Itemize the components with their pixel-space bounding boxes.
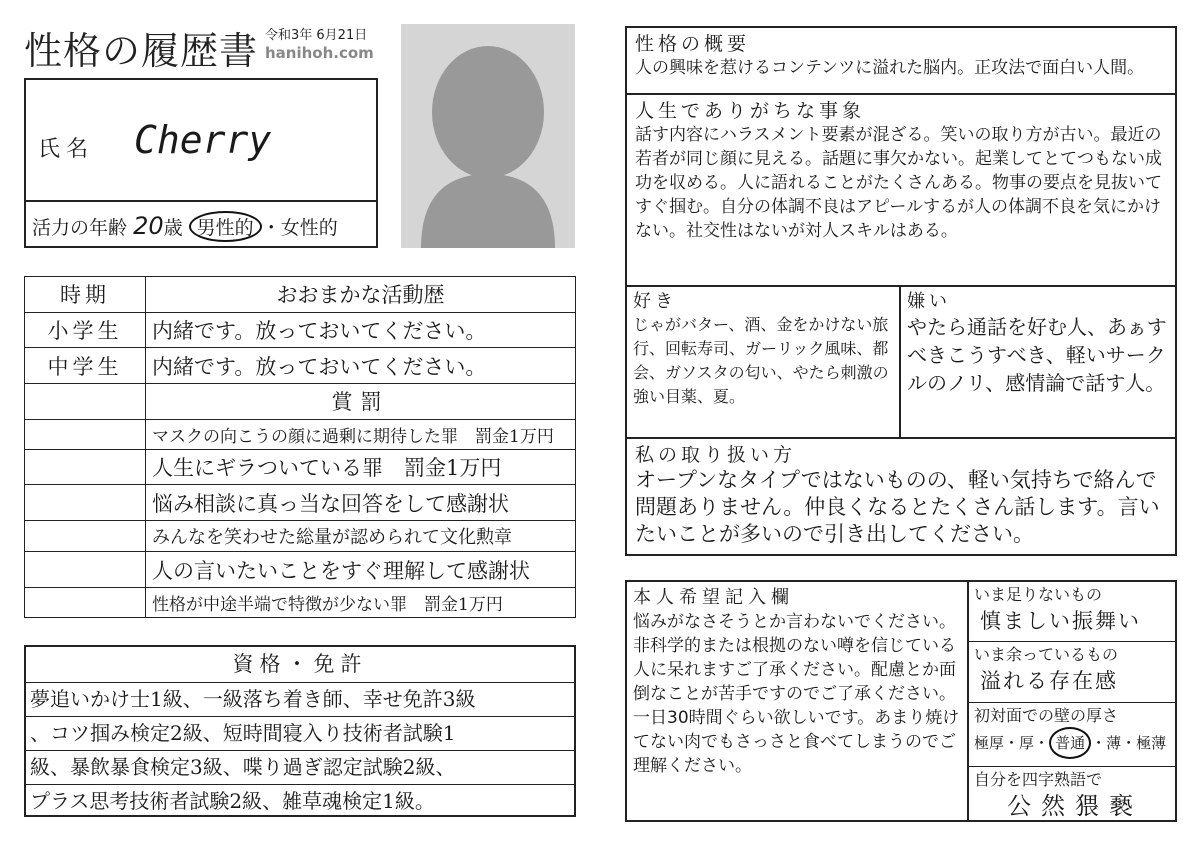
history-table bbox=[24, 276, 576, 618]
qualification-line: プラス思考技術者試験2級、雑草魂検定1級。 bbox=[30, 789, 435, 813]
events-text: 話す内容にハラスメント要素が混ざる。笑いの取り方が古い。最近の若者が同じ顔に見える。話題に事欠かない。起業してとてつもない成功を収める。人に語れることがたくさんある。物事の要点を見抜いてすぐ掴む。自分の体調不良はアピールするが人の体調不良を気にかけない。社交性はないが対人スキルはある。 bbox=[635, 125, 1162, 241]
surplus-cell bbox=[969, 642, 1175, 703]
wishes-text: 悩みがなさそうとか言わないでください。非科学的または根拠のない噂を信じている人に呆れますご了承ください。配慮とか面倒なことが苦手ですのでご了承ください。一日30時間ぐらい欲しいです。あまり焼けてない肉でもさっさと食べてしまうのでご理解ください。 bbox=[633, 612, 960, 776]
idiom-cell bbox=[969, 767, 1175, 822]
summary-section bbox=[627, 28, 1175, 95]
table-row bbox=[25, 384, 576, 420]
date-text: 令和3年 6月21日 bbox=[265, 28, 368, 43]
period-cell bbox=[25, 384, 146, 420]
name-label: 氏名 bbox=[38, 137, 95, 162]
wishes-column bbox=[627, 582, 969, 820]
wall-options: 極厚・厚・ 普通 ・薄・極薄 bbox=[974, 727, 1170, 759]
period-cell: 中学生 bbox=[25, 348, 146, 384]
wall-option: 厚 bbox=[1019, 734, 1035, 752]
table-row bbox=[25, 552, 576, 588]
table-row bbox=[25, 312, 576, 348]
awards-header: 賞罰 bbox=[146, 384, 576, 420]
person-silhouette-icon bbox=[401, 24, 575, 248]
lacking-cell bbox=[969, 582, 1175, 642]
activity-header: おおまかな活動歴 bbox=[146, 277, 576, 313]
wishes-label: 本人希望記入欄 bbox=[633, 587, 794, 608]
table-row bbox=[25, 587, 576, 617]
award-cell: 人の言いたいことをすぐ理解して感謝状 bbox=[146, 552, 576, 588]
table-row bbox=[25, 521, 576, 552]
qualification-line: 、コツ掴み検定2級、短時間寝入り技術者試験1 bbox=[26, 717, 574, 751]
idiom-label: 自分を四字熟語で bbox=[974, 770, 1103, 789]
qualification-line: 夢追いかけ士1級、一級落ち着き師、幸せ免許3級 bbox=[26, 683, 574, 717]
qualification-line: 級、暴飲暴食検定3級、喋り過ぎ認定試験2級、 bbox=[26, 751, 574, 785]
events-section bbox=[627, 95, 1175, 287]
lacking-value: 慎ましい振舞い bbox=[980, 609, 1141, 633]
gender-separator: ・ bbox=[261, 217, 281, 239]
activity-cell: 内緒です。放っておいてください。 bbox=[146, 312, 576, 348]
table-row bbox=[25, 485, 576, 521]
summary-text: 人の興味を惹けるコンテンツに溢れた脳内。正攻法で面白い人間。 bbox=[635, 58, 1145, 78]
handling-section bbox=[627, 439, 1175, 554]
site-text: hanihoh.com bbox=[265, 44, 374, 62]
award-cell: マスクの向こうの顔に過剰に期待した罪 罰金1万円 bbox=[146, 419, 576, 449]
name-box bbox=[24, 78, 378, 248]
award-cell: 悩み相談に真っ当な回答をして感謝状 bbox=[146, 485, 576, 521]
age-unit: 歳 bbox=[163, 217, 183, 239]
likes-section bbox=[627, 287, 1175, 439]
period-cell: 小学生 bbox=[25, 312, 146, 348]
table-row bbox=[25, 277, 576, 313]
profile-photo bbox=[401, 24, 575, 248]
activity-cell: 内緒です。放っておいてください。 bbox=[146, 348, 576, 384]
dislikes-label: 嫌い bbox=[907, 291, 951, 312]
qualifications-header: 資格・免許 bbox=[26, 647, 574, 683]
wall-option: 極薄 bbox=[1136, 734, 1167, 752]
period-header: 時期 bbox=[25, 277, 146, 313]
handling-text: オープンなタイプではないものの、軽い気持ちで絡んで問題ありません。仲良くなるとたくさん話します。言いたいことが多いので引き出してください。 bbox=[635, 468, 1160, 546]
traits-column bbox=[969, 582, 1175, 820]
wall-option-selected: 普通 bbox=[1049, 727, 1091, 759]
name-value: Cherry bbox=[134, 118, 272, 162]
wishes-box bbox=[625, 580, 1177, 822]
page-title: 性格の履歴書 bbox=[24, 29, 259, 73]
idiom-value: 公然猥褻 bbox=[1007, 792, 1143, 820]
likes-label: 好き bbox=[633, 291, 677, 312]
events-label: 人生でありがちな事象 bbox=[635, 100, 866, 122]
dislikes-column bbox=[901, 287, 1175, 437]
table-row bbox=[25, 449, 576, 485]
gender-selected: 男性的 bbox=[189, 211, 262, 242]
likes-text: じゃがバター、酒、金をかけない旅行、回転寿司、ガーリック風味、都会、ガソスタの匂い、やたら刺激の強い目薬、夏。 bbox=[633, 315, 889, 406]
wall-option: 極厚 bbox=[974, 734, 1005, 752]
qualifications-box bbox=[24, 645, 576, 817]
summary-label: 性格の概要 bbox=[635, 33, 751, 55]
wall-cell bbox=[969, 703, 1175, 767]
wall-label: 初対面での壁の厚さ bbox=[974, 706, 1119, 725]
age-row bbox=[32, 211, 338, 242]
lacking-label: いま足りないもの bbox=[974, 585, 1103, 604]
handling-label: 私の取り扱い方 bbox=[635, 444, 797, 466]
dislikes-text: やたら通話を好む人、あぁすべきこうすべき、軽いサークルのノリ、感情論で話す人。 bbox=[907, 315, 1167, 395]
table-row bbox=[25, 419, 576, 449]
age-label: 活力の年齢 bbox=[32, 217, 128, 239]
surplus-value: 溢れる存在感 bbox=[980, 669, 1118, 693]
award-cell: 性格が中途半端で特徴が少ない罪 罰金1万円 bbox=[146, 587, 576, 617]
gender-other: 女性的 bbox=[280, 217, 338, 239]
age-value: 20 bbox=[133, 212, 164, 240]
table-row bbox=[25, 348, 576, 384]
likes-column bbox=[627, 287, 901, 437]
award-cell: 人生にギラついている罪 罰金1万円 bbox=[146, 449, 576, 485]
wall-option: 薄 bbox=[1106, 734, 1122, 752]
award-cell: みんなを笑わせた総量が認められて文化勲章 bbox=[146, 521, 576, 552]
surplus-label: いま余っているもの bbox=[974, 645, 1119, 664]
personality-box bbox=[625, 26, 1177, 556]
